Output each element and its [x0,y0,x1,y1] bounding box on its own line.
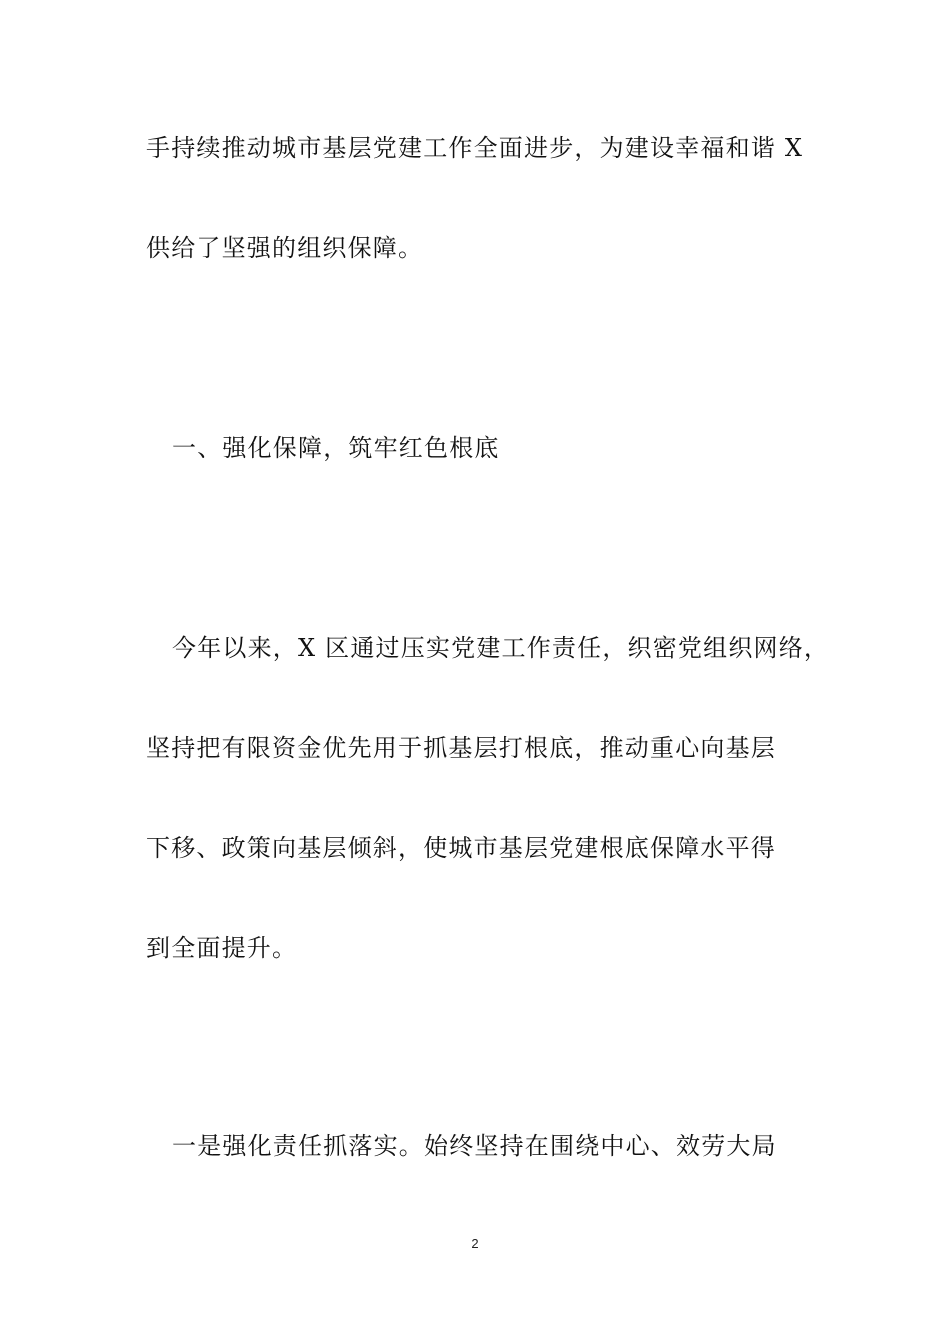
paragraph-line: 坚持把有限资金优先用于抓基层打根底，推动重心向基层 [146,734,776,762]
paragraph-line: 今年以来，X 区通过压实党建工作责任，织密党组织网络， [172,634,830,662]
paragraph-line: 到全面提升。 [146,934,298,962]
page-number: 2 [471,1236,479,1251]
paragraph-line: 下移、政策向基层倾斜，使城市基层党建根底保障水平得 [146,834,776,862]
paragraph-line: 手持续推动城市基层党建工作全面进步，为建设幸福和谐 X [146,134,804,162]
section-heading: 一、强化保障，筑牢红色根底 [172,434,500,462]
paragraph-line: 一是强化责任抓落实。始终坚持在围绕中心、效劳大局 [172,1132,777,1160]
paragraph-line: 供给了坚强的组织保障。 [146,234,424,262]
